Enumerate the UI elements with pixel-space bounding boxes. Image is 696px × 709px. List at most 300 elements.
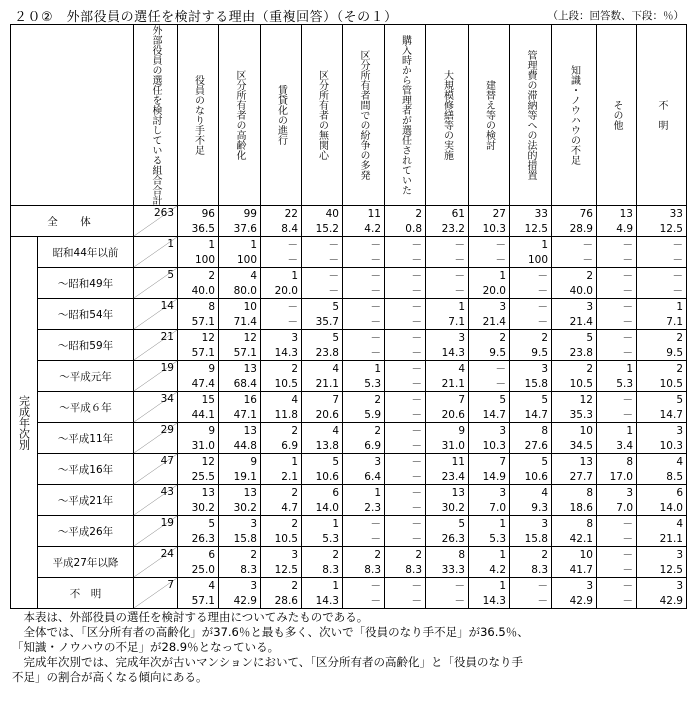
count-cell: －	[597, 547, 637, 563]
percent-cell: －	[597, 593, 637, 609]
note-line: 本表は、外部役員の選任を検討する理由についてみたものである。	[12, 610, 369, 624]
percent-cell: 30.2	[426, 500, 469, 516]
percent-cell: 9.5	[510, 345, 552, 361]
count-cell: 4	[219, 268, 261, 284]
header-col-label: 賃貸化の進行	[275, 85, 287, 145]
survey-table	[10, 24, 687, 609]
percent-cell: －	[385, 283, 426, 299]
count-cell: －	[637, 268, 687, 284]
count-cell: －	[597, 516, 637, 532]
count-cell: 8	[178, 299, 219, 315]
percent-cell: －	[597, 314, 637, 330]
percent-cell: 21.1	[637, 531, 687, 547]
count-cell: －	[343, 516, 385, 532]
header-col-label: 区分所有者の高齢化	[234, 70, 245, 160]
count-cell: －	[385, 578, 426, 594]
count-cell: 2	[261, 485, 302, 501]
count-cell: 3	[469, 485, 510, 501]
count-cell: 3	[261, 330, 302, 346]
count-cell: 3	[552, 299, 597, 315]
percent-cell: －	[426, 593, 469, 609]
row-total-count-value: 47	[160, 455, 174, 467]
percent-cell: 20.6	[302, 407, 343, 423]
percent-cell: 5.3	[302, 531, 343, 547]
count-cell: 1	[469, 516, 510, 532]
count-cell: 33	[510, 206, 552, 222]
percent-cell: 10.5	[552, 376, 597, 392]
percent-cell: 35.7	[302, 314, 343, 330]
percent-cell: 8.3	[510, 562, 552, 578]
header-col-label: 建替え等の検討	[483, 80, 495, 150]
count-cell: 1	[302, 578, 343, 594]
row-label: ～平成元年	[38, 361, 134, 392]
row-label: ～昭和49年	[38, 268, 134, 299]
percent-cell: 10.6	[302, 469, 343, 485]
count-cell: 6	[302, 485, 343, 501]
percent-cell: 57.1	[178, 593, 219, 609]
row-label: ～昭和59年	[38, 330, 134, 361]
percent-cell: －	[261, 252, 302, 268]
row-label: ～平成16年	[38, 454, 134, 485]
count-cell: －	[343, 299, 385, 315]
count-cell: －	[510, 268, 552, 284]
header-col-label: 区分所有者間での紛争の多発	[358, 50, 369, 180]
percent-cell: 100	[178, 252, 219, 268]
group-label-cell	[11, 237, 38, 609]
count-cell: 1	[510, 237, 552, 253]
header-total-count-label: 外部役員の選任を検討している組合合計	[150, 25, 161, 205]
percent-cell: 20.0	[469, 283, 510, 299]
count-cell: 9	[178, 361, 219, 377]
count-cell: 2	[261, 516, 302, 532]
percent-cell: 47.1	[219, 407, 261, 423]
count-cell: 1	[597, 423, 637, 439]
count-cell: 8	[552, 516, 597, 532]
row-total-count	[134, 361, 178, 392]
header-row	[11, 25, 687, 206]
count-cell: 7	[469, 454, 510, 470]
percent-cell: 21.1	[302, 376, 343, 392]
header-col-3	[302, 25, 343, 206]
percent-cell: －	[343, 283, 385, 299]
count-cell: 5	[178, 516, 219, 532]
count-cell: 8	[552, 485, 597, 501]
count-cell: 13	[219, 423, 261, 439]
count-cell: 2	[261, 578, 302, 594]
count-cell: 10	[219, 299, 261, 315]
row-total-count-value: 263	[153, 207, 174, 219]
count-cell: －	[510, 578, 552, 594]
percent-cell: 21.4	[469, 314, 510, 330]
percent-cell: 10.5	[261, 376, 302, 392]
percent-cell: 12.5	[637, 562, 687, 578]
percent-cell: 71.4	[219, 314, 261, 330]
row-total-count-value: 5	[167, 269, 174, 281]
percent-cell: 44.1	[178, 407, 219, 423]
percent-cell: －	[510, 593, 552, 609]
count-cell: 2	[178, 268, 219, 284]
percent-cell: 37.6	[219, 221, 261, 237]
row-total-count	[134, 299, 178, 330]
year-row-counts	[11, 237, 687, 253]
percent-cell: 20.6	[426, 407, 469, 423]
row-total-count	[134, 454, 178, 485]
count-cell: －	[385, 392, 426, 408]
count-cell: 5	[510, 392, 552, 408]
row-total-count	[134, 578, 178, 609]
count-cell: 11	[426, 454, 469, 470]
count-cell: －	[385, 516, 426, 532]
percent-cell: －	[385, 469, 426, 485]
percent-cell: 27.6	[510, 438, 552, 454]
percent-cell: 6.9	[343, 438, 385, 454]
percent-cell: 8.4	[261, 221, 302, 237]
percent-cell: －	[597, 531, 637, 547]
year-row-counts	[11, 516, 687, 532]
percent-cell: 2.1	[261, 469, 302, 485]
percent-cell: 8.3	[343, 562, 385, 578]
percent-cell: 14.3	[302, 593, 343, 609]
percent-cell: 8.3	[219, 562, 261, 578]
count-cell: 5	[302, 454, 343, 470]
percent-cell: 9.5	[469, 345, 510, 361]
count-cell: 3	[597, 485, 637, 501]
percent-cell: －	[426, 283, 469, 299]
count-cell: 3	[637, 423, 687, 439]
count-cell: 6	[178, 547, 219, 563]
count-cell: 76	[552, 206, 597, 222]
percent-cell: 10.3	[469, 438, 510, 454]
percent-cell: －	[426, 252, 469, 268]
header-col-label: 区分所有者の無関心	[316, 70, 328, 160]
percent-cell: 12.5	[510, 221, 552, 237]
percent-cell: 25.5	[178, 469, 219, 485]
count-cell: 2	[302, 547, 343, 563]
percent-cell: 42.9	[637, 593, 687, 609]
row-label: 全 体	[11, 206, 134, 237]
percent-cell: 8.3	[385, 562, 426, 578]
percent-cell: －	[302, 283, 343, 299]
header-col-7	[469, 25, 510, 206]
percent-cell: 36.5	[178, 221, 219, 237]
row-total-count	[134, 485, 178, 516]
year-row-counts	[11, 578, 687, 594]
count-cell: 4	[178, 578, 219, 594]
percent-cell: －	[385, 345, 426, 361]
count-cell: 3	[637, 547, 687, 563]
percent-cell: －	[343, 314, 385, 330]
percent-cell: 21.1	[426, 376, 469, 392]
total-row-counts	[11, 206, 687, 222]
year-row-counts	[11, 330, 687, 346]
count-cell: －	[302, 268, 343, 284]
percent-cell: 23.4	[426, 469, 469, 485]
count-cell: －	[597, 578, 637, 594]
count-cell: －	[385, 299, 426, 315]
count-cell: －	[343, 237, 385, 253]
count-cell: 5	[637, 392, 687, 408]
year-row-counts	[11, 547, 687, 563]
header-col-label: 知識・ノウハウの不足	[568, 65, 580, 165]
percent-cell: 7.0	[597, 500, 637, 516]
count-cell: 3	[637, 578, 687, 594]
count-cell: 3	[343, 454, 385, 470]
count-cell: 4	[637, 454, 687, 470]
percent-cell: 30.2	[178, 500, 219, 516]
percent-cell: 40.0	[552, 283, 597, 299]
count-cell: －	[469, 237, 510, 253]
percent-cell: －	[597, 562, 637, 578]
count-cell: 1	[219, 237, 261, 253]
percent-cell: 57.1	[219, 345, 261, 361]
count-cell: 1	[343, 361, 385, 377]
count-cell: －	[637, 237, 687, 253]
percent-cell: 14.3	[469, 593, 510, 609]
count-cell: 1	[302, 516, 343, 532]
percent-cell: 15.8	[510, 376, 552, 392]
count-cell: －	[597, 330, 637, 346]
row-total-count	[134, 237, 178, 268]
count-cell: 8	[597, 454, 637, 470]
count-cell: 1	[637, 299, 687, 315]
row-total-count-value: 29	[160, 424, 174, 436]
count-cell: 3	[219, 578, 261, 594]
row-total-count	[134, 392, 178, 423]
percent-cell: 26.3	[178, 531, 219, 547]
row-total-count-value: 21	[160, 331, 174, 343]
percent-cell: 35.3	[552, 407, 597, 423]
percent-cell: 8.5	[637, 469, 687, 485]
count-cell: 5	[552, 330, 597, 346]
percent-cell: 25.0	[178, 562, 219, 578]
percent-cell: 5.3	[343, 376, 385, 392]
percent-cell: －	[469, 376, 510, 392]
percent-cell: 28.9	[552, 221, 597, 237]
count-cell: －	[385, 330, 426, 346]
percent-cell: －	[637, 283, 687, 299]
count-cell: 3	[510, 361, 552, 377]
count-cell: 2	[385, 547, 426, 563]
percent-cell: 14.0	[637, 500, 687, 516]
count-cell: －	[385, 423, 426, 439]
percent-cell: －	[343, 252, 385, 268]
percent-cell: 44.8	[219, 438, 261, 454]
row-total-count	[134, 547, 178, 578]
row-label: 不 明	[38, 578, 134, 609]
count-cell: 2	[637, 361, 687, 377]
count-cell: －	[385, 237, 426, 253]
count-cell: 4	[302, 423, 343, 439]
count-cell: 33	[637, 206, 687, 222]
note-line: 完成年次別では、完成年次が古いマンションにおいて、「区分所有者の高齢化」と「役員のなり手	[12, 655, 523, 669]
count-cell: －	[469, 361, 510, 377]
count-cell: 4	[426, 361, 469, 377]
row-total-count-value: 1	[167, 238, 174, 250]
percent-cell: 31.0	[178, 438, 219, 454]
percent-cell: 19.1	[219, 469, 261, 485]
header-col-11	[637, 25, 687, 206]
count-cell: 2	[552, 361, 597, 377]
percent-cell: 7.1	[426, 314, 469, 330]
count-cell: 3	[469, 423, 510, 439]
note-line: 全体では、「区分所有者の高齢化」が37.6％と最も多く、次いで「役員のなり手不足」が36.5％、	[12, 625, 529, 639]
percent-cell: －	[597, 283, 637, 299]
year-row-counts	[11, 361, 687, 377]
percent-cell: 30.2	[219, 500, 261, 516]
count-cell: －	[510, 299, 552, 315]
header-col-6	[426, 25, 469, 206]
count-cell: 2	[219, 547, 261, 563]
note-line: 「知識・ノウハウの不足」が28.9％となっている。	[12, 640, 280, 654]
percent-cell: 8.3	[302, 562, 343, 578]
count-cell: 5	[302, 299, 343, 315]
percent-cell: 15.2	[302, 221, 343, 237]
percent-cell: 10.5	[261, 531, 302, 547]
percent-cell: 15.8	[219, 531, 261, 547]
header-col-label: 役員のなり手不足	[192, 75, 204, 155]
count-cell: 8	[510, 423, 552, 439]
percent-cell: 14.0	[302, 500, 343, 516]
percent-cell: 5.3	[469, 531, 510, 547]
percent-cell: 23.8	[552, 345, 597, 361]
header-col-9	[552, 25, 597, 206]
percent-cell: 42.9	[219, 593, 261, 609]
unit-note: （上段：回答数、下段：％）	[547, 10, 684, 22]
year-row-counts	[11, 454, 687, 470]
percent-cell: 41.7	[552, 562, 597, 578]
row-total-count-value: 19	[160, 362, 174, 374]
percent-cell: 7.1	[637, 314, 687, 330]
count-cell: 40	[302, 206, 343, 222]
count-cell: 12	[178, 330, 219, 346]
count-cell: －	[385, 454, 426, 470]
count-cell: 9	[178, 423, 219, 439]
table-body	[11, 206, 687, 609]
header-col-label: 購入時から管理者が選任されていた	[399, 35, 411, 195]
header-col-10	[597, 25, 637, 206]
percent-cell: －	[510, 314, 552, 330]
count-cell: 1	[261, 454, 302, 470]
percent-cell: －	[597, 407, 637, 423]
count-cell: 12	[219, 330, 261, 346]
count-cell: 1	[469, 547, 510, 563]
percent-cell: 14.7	[469, 407, 510, 423]
row-total-count-value: 34	[160, 393, 174, 405]
count-cell: －	[385, 485, 426, 501]
count-cell: －	[385, 361, 426, 377]
percent-cell: 6.4	[343, 469, 385, 485]
percent-cell: 10.3	[637, 438, 687, 454]
percent-cell: －	[343, 531, 385, 547]
percent-cell: 12.5	[637, 221, 687, 237]
percent-cell: 26.3	[426, 531, 469, 547]
count-cell: 3	[552, 578, 597, 594]
percent-cell: －	[302, 252, 343, 268]
count-cell: 2	[552, 268, 597, 284]
count-cell: －	[552, 237, 597, 253]
percent-cell: －	[385, 376, 426, 392]
count-cell: 4	[637, 516, 687, 532]
percent-cell: 18.6	[552, 500, 597, 516]
row-total-count-value: 14	[160, 300, 174, 312]
percent-cell: 4.7	[261, 500, 302, 516]
count-cell: 5	[426, 516, 469, 532]
count-cell: －	[597, 268, 637, 284]
count-cell: 2	[385, 206, 426, 222]
row-total-count	[134, 268, 178, 299]
percent-cell: －	[385, 500, 426, 516]
row-label: ～昭和54年	[38, 299, 134, 330]
header-col-2	[261, 25, 302, 206]
count-cell: 3	[261, 547, 302, 563]
percent-cell: 15.8	[510, 531, 552, 547]
percent-cell: 23.8	[302, 345, 343, 361]
percent-cell: 11.8	[261, 407, 302, 423]
percent-cell: 13.8	[302, 438, 343, 454]
count-cell: 2	[510, 330, 552, 346]
header-col-label: 管理費の滞納等への法的措置	[525, 50, 536, 180]
percent-cell: 14.7	[637, 407, 687, 423]
count-cell: 13	[552, 454, 597, 470]
count-cell: 2	[469, 330, 510, 346]
table-title: ２０② 外部役員の選任を検討する理由（重複回答）（その１）	[14, 10, 398, 25]
header-col-label: 大規模修繕等の実施	[441, 70, 453, 160]
percent-cell: 31.0	[426, 438, 469, 454]
row-label: ～平成26年	[38, 516, 134, 547]
percent-cell: －	[637, 252, 687, 268]
percent-cell: 0.8	[385, 221, 426, 237]
percent-cell: 14.3	[261, 345, 302, 361]
count-cell: 1	[343, 485, 385, 501]
percent-cell: 40.0	[178, 283, 219, 299]
row-label: 平成27年以降	[38, 547, 134, 578]
year-row-counts	[11, 485, 687, 501]
percent-cell: －	[385, 252, 426, 268]
count-cell: 9	[219, 454, 261, 470]
count-cell: 4	[302, 361, 343, 377]
count-cell: 96	[178, 206, 219, 222]
count-cell: 4	[510, 485, 552, 501]
count-cell: －	[261, 237, 302, 253]
percent-cell: 34.5	[552, 438, 597, 454]
count-cell: 1	[469, 578, 510, 594]
percent-cell: 5.3	[597, 376, 637, 392]
group-label: 完成年次別	[17, 395, 31, 450]
count-cell: －	[426, 268, 469, 284]
row-total-count-value: 7	[167, 579, 174, 591]
percent-cell: 9.3	[510, 500, 552, 516]
count-cell: 2	[261, 423, 302, 439]
count-cell: －	[426, 578, 469, 594]
percent-cell: 10.5	[637, 376, 687, 392]
percent-cell: 10.3	[469, 221, 510, 237]
count-cell: 12	[552, 392, 597, 408]
count-cell: －	[426, 237, 469, 253]
percent-cell: －	[510, 283, 552, 299]
count-cell: 2	[343, 392, 385, 408]
count-cell: 10	[552, 547, 597, 563]
count-cell: 2	[343, 423, 385, 439]
count-cell: 13	[219, 361, 261, 377]
percent-cell: 100	[510, 252, 552, 268]
count-cell: 22	[261, 206, 302, 222]
count-cell: 13	[219, 485, 261, 501]
count-cell: 8	[426, 547, 469, 563]
count-cell: 13	[597, 206, 637, 222]
percent-cell: 27.7	[552, 469, 597, 485]
count-cell: 7	[426, 392, 469, 408]
percent-cell: 12.5	[261, 562, 302, 578]
